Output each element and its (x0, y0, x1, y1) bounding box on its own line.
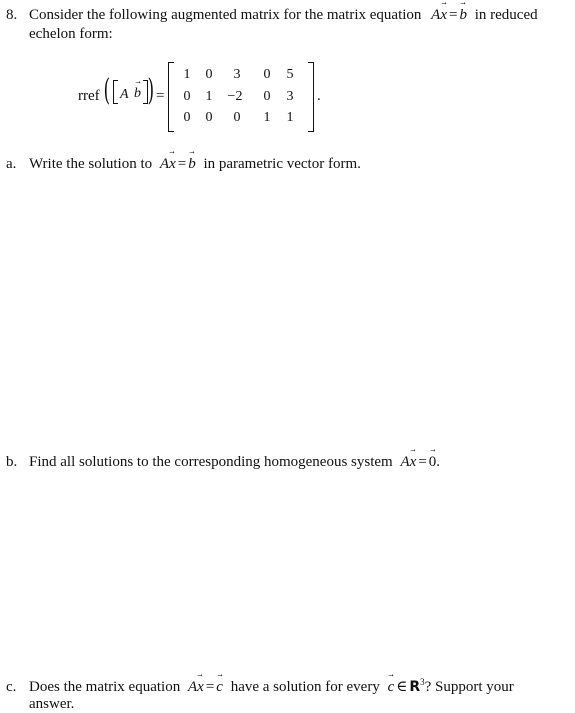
problem-intro-text: Consider the following augmented matrix for the matrix equation (29, 7, 422, 23)
matrix-period: . (317, 88, 321, 104)
part-c-reals-symbol: R (409, 679, 421, 695)
matrix-cell: 5 (286, 67, 294, 82)
matrix-left-bracket-icon (168, 62, 174, 132)
part-c-label: c. (6, 679, 17, 695)
part-c-text-line-2: answer. (29, 696, 75, 712)
matrix-cell: 0 (183, 110, 191, 125)
matrix-cell: 0 (205, 67, 213, 82)
intro-matrix-a: A (431, 7, 441, 23)
matrix-cell: 3 (286, 89, 294, 104)
part-c-eq-sign: = (205, 679, 215, 695)
part-b-vector-x: → x (410, 453, 417, 471)
matrix-cell: 3 (233, 67, 241, 82)
part-c-text (29, 678, 514, 696)
part-b-text-after: . (436, 454, 441, 470)
part-b-text (29, 453, 440, 471)
problem-number: 8. (6, 7, 18, 23)
intro-vector-b: → b (459, 6, 467, 24)
problem-intro-line-1 (29, 6, 538, 24)
matrix-cell: 0 (183, 89, 191, 104)
part-a-text (29, 155, 361, 173)
part-c-vector-x: → x (197, 678, 204, 696)
matrix-cell: 0 (263, 89, 271, 104)
left-paren-icon: ( (103, 73, 111, 108)
part-a-vector-x: → x (169, 155, 176, 173)
part-a-eq-sign: = (177, 156, 187, 172)
matrix-cell: 1 (205, 89, 213, 104)
part-c-matrix-a: A (187, 679, 198, 695)
part-a-matrix-a: A (159, 156, 170, 172)
rref-vector-b: → b (134, 85, 141, 103)
intro-eq-sign: = (449, 7, 458, 23)
matrix-cell: −2 (227, 89, 243, 104)
part-c-text-mid: have a solution for every (230, 679, 380, 695)
part-c-element-of: ∈ (396, 679, 408, 695)
part-c-text-before: Does the matrix equation (29, 679, 181, 695)
part-b-label: b. (6, 454, 18, 470)
part-b-eq-sign: = (418, 454, 427, 470)
part-a-text-after: in parametric vector form. (203, 156, 361, 172)
part-c-vector-c-2: → c (388, 678, 395, 696)
matrix-cell: 0 (233, 110, 241, 125)
part-c-vector-c: → c (216, 678, 223, 696)
augmented-matrix (168, 62, 314, 130)
problem-intro-line-2: echelon form: (29, 26, 113, 42)
part-b-zero-vector: → 0 (429, 453, 437, 471)
right-paren-icon: ) (147, 73, 155, 108)
part-b-text-before: Find all solutions to the corresponding homogeneous system (29, 454, 393, 470)
part-c-exponent: 3 (420, 677, 425, 687)
rref-label: rref (78, 88, 100, 104)
matrix-cell: 1 (263, 110, 271, 125)
intro-after-eq: in reduced (474, 7, 538, 23)
rref-eq-sign: = (156, 88, 165, 104)
matrix-right-bracket-icon (308, 62, 314, 132)
intro-vector-x: → x (440, 6, 447, 24)
part-a-text-before: Write the solution to (29, 156, 153, 172)
part-a-label: a. (6, 156, 17, 172)
matrix-cell: 1 (286, 110, 294, 125)
part-b-matrix-a: A (400, 454, 410, 470)
part-a-vector-b: → b (188, 155, 196, 173)
rref-matrix-a: A (120, 87, 129, 102)
matrix-cell: 1 (183, 67, 191, 82)
part-c-text-after: ? Support your (424, 679, 514, 695)
left-square-bracket-icon (113, 80, 118, 104)
matrix-cell: 0 (263, 67, 271, 82)
matrix-cell: 0 (205, 110, 213, 125)
